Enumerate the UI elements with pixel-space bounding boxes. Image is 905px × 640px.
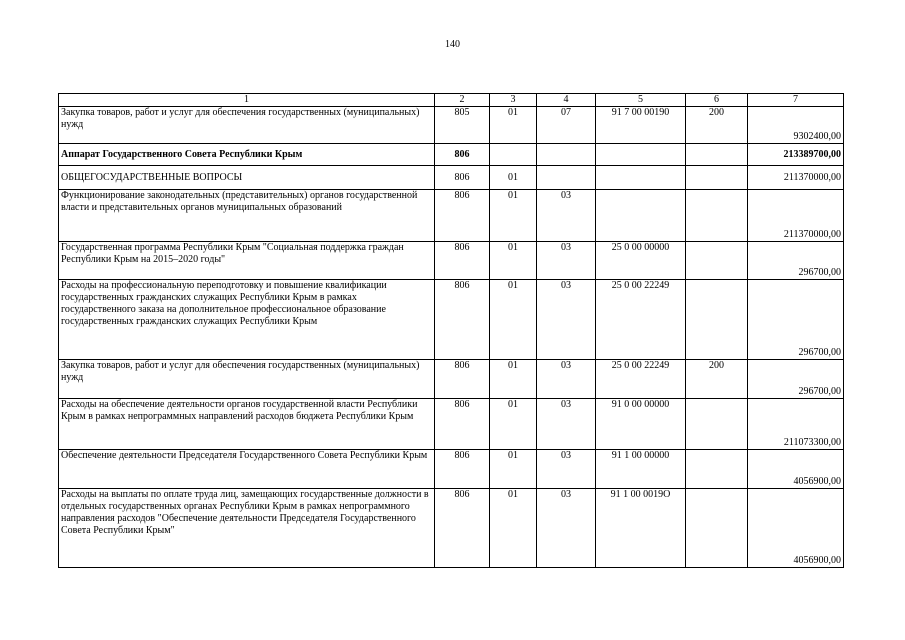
row-c6: [686, 242, 748, 280]
column-header: 5: [596, 94, 686, 107]
table-row: [59, 107, 844, 144]
column-header: 3: [490, 94, 537, 107]
row-c3: 01: [490, 399, 537, 450]
row-c2: 806: [435, 450, 490, 489]
row-c3: 01: [490, 280, 537, 360]
row-c6: [686, 144, 748, 166]
table-row: [59, 190, 844, 242]
row-c6: [686, 399, 748, 450]
column-header: 4: [537, 94, 596, 107]
page-number: 140: [445, 39, 460, 50]
table-row: [59, 166, 844, 190]
row-c4: [537, 144, 596, 166]
row-c5: 25 0 00 22249: [596, 280, 686, 360]
row-c4: 03: [537, 489, 596, 568]
row-c2: 806: [435, 489, 490, 568]
row-c4: 07: [537, 107, 596, 144]
row-c6: [686, 166, 748, 190]
row-c4: 03: [537, 242, 596, 280]
row-amount: 211370000,00: [748, 166, 844, 190]
row-c5: [596, 166, 686, 190]
row-c2: 806: [435, 166, 490, 190]
row-c5: 91 7 00 00190: [596, 107, 686, 144]
table-row: [59, 450, 844, 489]
column-header: 6: [686, 94, 748, 107]
row-c3: 01: [490, 242, 537, 280]
row-c3: 01: [490, 489, 537, 568]
row-c3: 01: [490, 450, 537, 489]
row-c4: 03: [537, 360, 596, 399]
row-c2: 806: [435, 144, 490, 166]
table-header-row: [59, 94, 844, 107]
row-c4: 03: [537, 280, 596, 360]
table-row: [59, 242, 844, 280]
row-amount: 296700,00: [748, 360, 844, 399]
row-c2: 806: [435, 190, 490, 242]
row-c5: 91 0 00 00000: [596, 399, 686, 450]
table-row: [59, 399, 844, 450]
row-c3: 01: [490, 360, 537, 399]
row-amount: 9302400,00: [748, 107, 844, 144]
row-name: Расходы на обеспечение деятельности органов государственной власти Республики Крым в рамках непрограммных направлений расходов бюджета Республики Крым: [59, 399, 435, 450]
table-row: [59, 360, 844, 399]
row-amount: 211073300,00: [748, 399, 844, 450]
column-header: 7: [748, 94, 844, 107]
row-amount: 4056900,00: [748, 489, 844, 568]
row-name: Аппарат Государственного Совета Республики Крым: [59, 144, 435, 166]
row-c5: [596, 190, 686, 242]
row-c4: 03: [537, 190, 596, 242]
row-name: Закупка товаров, работ и услуг для обеспечения государственных (муниципальных) нужд: [59, 360, 435, 399]
row-name: ОБЩЕГОСУДАРСТВЕННЫЕ ВОПРОСЫ: [59, 166, 435, 190]
row-name: Закупка товаров, работ и услуг для обеспечения государственных (муниципальных) нужд: [59, 107, 435, 144]
table-row: [59, 144, 844, 166]
row-c6: [686, 190, 748, 242]
row-name: Расходы на профессиональную переподготовку и повышение квалификации государственных гражданских служащих Республики Крым в рамках государственного заказа на дополнительное профессиональное образование государственных гражданских служащих Республики Крым: [59, 280, 435, 360]
row-c3: 01: [490, 107, 537, 144]
row-c4: 03: [537, 399, 596, 450]
row-c2: 805: [435, 107, 490, 144]
row-c2: 806: [435, 360, 490, 399]
row-amount: 296700,00: [748, 280, 844, 360]
row-name: Государственная программа Республики Крым "Социальная поддержка граждан Республики Крым на 2015–2020 годы": [59, 242, 435, 280]
row-name: Функционирование законодательных (представительных) органов государственной власти и представительных органов муниципальных образований: [59, 190, 435, 242]
row-c3: 01: [490, 166, 537, 190]
row-name: Расходы на выплаты по оплате труда лиц, замещающих государственные должности в отдельных государственных органах Республики Крым в рамках непрограммного направления расходов "Обеспечение деятельности Председателя Государственного Совета Республики Крым": [59, 489, 435, 568]
budget-table: [58, 93, 844, 568]
row-amount: 211370000,00: [748, 190, 844, 242]
row-c5: 91 1 00 0019О: [596, 489, 686, 568]
row-c5: [596, 144, 686, 166]
table-row: [59, 489, 844, 568]
row-c2: 806: [435, 399, 490, 450]
row-c5: 25 0 00 00000: [596, 242, 686, 280]
row-name: Обеспечение деятельности Председателя Государственного Совета Республики Крым: [59, 450, 435, 489]
row-c6: 200: [686, 107, 748, 144]
row-c6: [686, 450, 748, 489]
row-c3: 01: [490, 190, 537, 242]
row-c3: [490, 144, 537, 166]
row-c4: [537, 166, 596, 190]
row-c6: [686, 280, 748, 360]
row-c6: 200: [686, 360, 748, 399]
row-c6: [686, 489, 748, 568]
row-c2: 806: [435, 280, 490, 360]
row-c2: 806: [435, 242, 490, 280]
column-header: 1: [59, 94, 435, 107]
row-amount: 213389700,00: [748, 144, 844, 166]
row-amount: 296700,00: [748, 242, 844, 280]
row-c5: 91 1 00 00000: [596, 450, 686, 489]
table-row: [59, 280, 844, 360]
row-c5: 25 0 00 22249: [596, 360, 686, 399]
row-c4: 03: [537, 450, 596, 489]
row-amount: 4056900,00: [748, 450, 844, 489]
column-header: 2: [435, 94, 490, 107]
